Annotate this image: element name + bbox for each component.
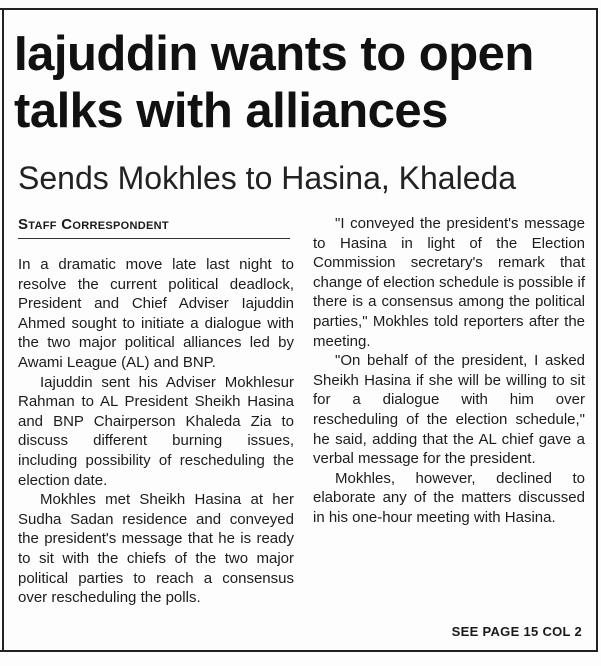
headline-line-2: talks with alliances: [14, 84, 448, 138]
top-border-rule: [0, 8, 598, 10]
paragraph: In a dramatic move late last night to resolve the current political deadlock, President and Chief Adviser Iajuddin Ahmed sought to initiate a dialogue with the two major political alliances led by Awami League (AL) and BNP.: [18, 256, 294, 371]
article-column-2: [313, 214, 585, 528]
byline: Staff Correspondent: [18, 214, 290, 239]
paragraph: Iajuddin sent his Adviser Mokhlesur Rahman to AL President Sheikh Hasina and BNP Chairperson Khaleda Zia to discuss different burning issues, including possibility of rescheduling the election date.: [18, 373, 294, 489]
paragraph: "I conveyed the president's message to Hasina in light of the Election Commission secretary's remark that change of election schedule is possible if there is a consensus among the political parties," Mokhles told reporters after the meeting.: [313, 215, 585, 350]
paragraph: "On behalf of the president, I asked Sheikh Hasina if she will be willing to sit for a dialogue with him over rescheduling of the election schedule," he said, adding that the AL chief gave a verbal message for the president.: [313, 352, 585, 468]
continuation-jump-line: SEE PAGE 15 COL 2: [451, 624, 582, 639]
article-column-1: [18, 255, 294, 608]
bottom-border-rule: [0, 650, 598, 652]
paragraph: Mokhles, however, declined to elaborate any of the matters discussed in his one-hour meeting with Hasina.: [313, 469, 585, 526]
paragraph: Mokhles met Sheikh Hasina at her Sudha Sadan residence and conveyed the president's message that he is ready to sit with the chiefs of the two major political parties to reach a consensus over rescheduling the polls.: [18, 491, 294, 607]
left-border-rule: [2, 8, 4, 652]
subheadline: Sends Mokhles to Hasina, Khaleda: [18, 160, 517, 196]
right-border-rule: [596, 8, 598, 652]
headline: [14, 26, 596, 140]
headline-line-1: Iajuddin wants to open: [14, 27, 534, 81]
